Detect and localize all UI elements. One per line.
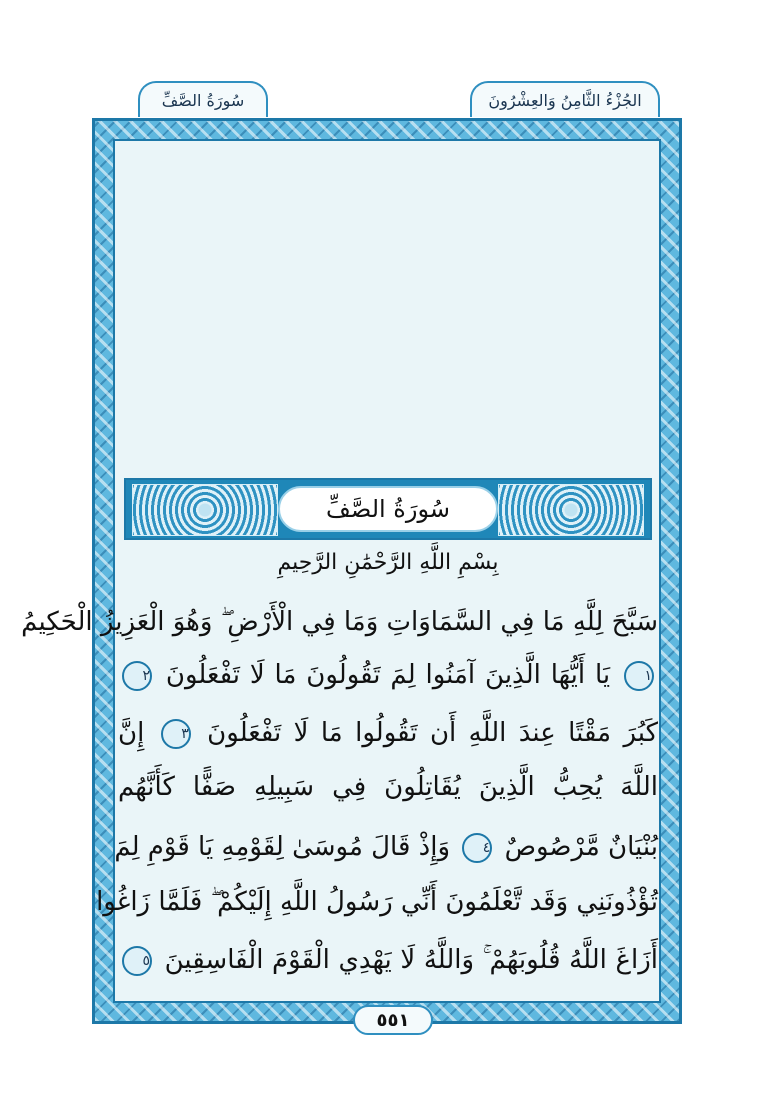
blank-area [124,150,652,472]
ayah-number-marker: ٥ [122,946,152,976]
ayah-number-marker: ٤ [462,833,492,863]
verse-text: يَا أَيُّهَا الَّذِينَ آمَنُوا لِمَ تَقُولُونَ مَا لَا تَفْعَلُونَ [165,660,611,690]
verse-line [96,880,658,924]
verse-text: وَإِذْ قَالَ مُوسَىٰ لِقَوْمِهِ يَا قَوْمِ لِمَ [114,832,451,862]
verse-line [21,600,658,644]
verse-line [118,711,658,755]
verse-text: تُؤْذُونَنِي وَقَد تَّعْلَمُونَ أَنِّي رَسُولُ اللَّهِ إِلَيْكُمْ ۖ فَلَمَّا زَاغُوا [96,887,658,917]
surah-banner [124,478,652,540]
verse-text: أَزَاغَ اللَّهُ قُلُوبَهُمْ ۚ وَاللَّهُ لَا يَهْدِي الْقَوْمَ الْفَاسِقِينَ [164,945,659,975]
arabesque-ornament-right [498,484,644,536]
verse-text: كَبُرَ مَقْتًا عِندَ اللَّهِ أَن تَقُولُوا مَا لَا تَفْعَلُونَ [207,718,659,748]
verse-line [118,653,658,697]
verse-text: إِنَّ [118,718,145,748]
basmala: بِسْمِ اللَّهِ الرَّحْمَٰنِ الرَّحِيمِ [277,550,499,575]
surah-header: سُورَةُ الصَّفِّ [138,81,268,117]
verse-line [118,938,658,982]
ayah-number-marker: ٣ [161,719,191,749]
verse-line [114,825,658,869]
verse-text: بُنْيَانٌ مَّرْصُوصٌ [504,832,658,862]
arabesque-ornament-left [132,484,278,536]
ayah-number-marker: ١ [624,661,654,691]
verse-text: اللَّهَ يُحِبُّ الَّذِينَ يُقَاتِلُونَ فِي سَبِيلِهِ صَفًّا كَأَنَّهُم [118,772,658,802]
verse-text: سَبَّحَ لِلَّهِ مَا فِي السَّمَاوَاتِ وَمَا فِي الْأَرْضِ ۖ وَهُوَ الْعَزِيزُ الْحَكِيمُ [21,607,658,637]
surah-title: سُورَةُ الصَّفِّ [278,486,498,532]
verse-line [118,765,658,809]
ayah-number-marker: ٢ [122,661,152,691]
page-number: ٥٥١ [353,1005,433,1035]
juz-header: الجُزْءُ الثَّامِنُ وَالعِشْرُونَ [470,81,660,117]
